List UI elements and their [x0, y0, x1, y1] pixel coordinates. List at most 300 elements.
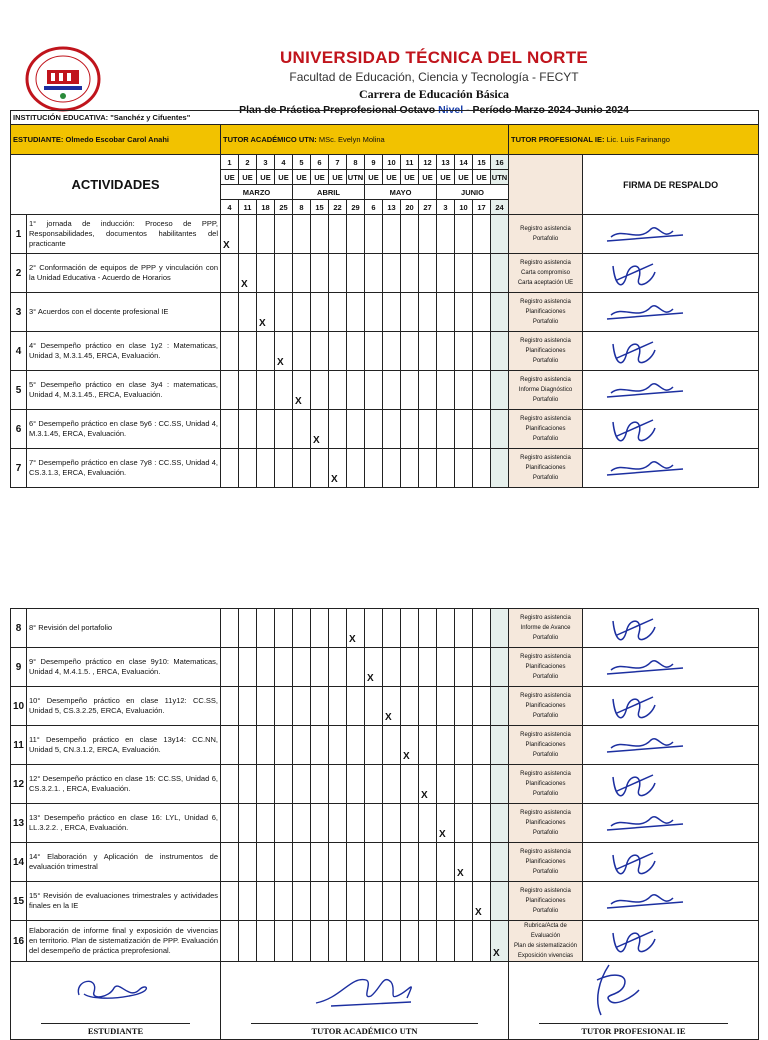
week-unit-cell: UE [455, 170, 473, 185]
week-mark-cell [311, 882, 329, 921]
week-mark-cell [275, 648, 293, 687]
firma-cell [583, 371, 759, 410]
signature-icon [603, 412, 693, 446]
tutor-utn-cell: TUTOR ACADÉMICO UTN: MSc. Evelyn Molina [221, 125, 509, 155]
week-mark-cell [401, 410, 419, 449]
activity-row [11, 449, 759, 488]
tutor-ie-signature-label: TUTOR PROFESIONAL IE [581, 1026, 686, 1036]
week-mark-cell [221, 648, 239, 687]
week-mark-cell [437, 765, 455, 804]
activity-description: 6° Desempeño práctico en clase 5y6 : CC.SS, Unidad 4, M.3.1.45, ERCA, Evaluación. [27, 410, 221, 449]
week-unit-cell: UE [221, 170, 239, 185]
week-mark-cell [365, 410, 383, 449]
month-cell: JUNIO [437, 185, 509, 200]
registro-cell [509, 410, 583, 449]
week-mark: X [223, 240, 230, 251]
signature-icon [603, 256, 693, 290]
week-mark-cell [491, 804, 509, 843]
week-mark-cell [275, 882, 293, 921]
week-mark-cell [383, 882, 401, 921]
week-mark-cell [491, 687, 509, 726]
week-mark-cell [491, 293, 509, 332]
activity-number: 10 [11, 687, 27, 726]
week-mark-cell [491, 410, 509, 449]
firma-cell [583, 726, 759, 765]
week-mark-cell [491, 843, 509, 882]
registro-line: Registro asistencia [520, 849, 571, 855]
week-mark-cell [221, 449, 239, 488]
week-mark-cell [455, 843, 473, 882]
tutor-ie-signature-cell [509, 962, 759, 1040]
activity-description: 10° Desempeño práctico en clase 11y12: CC.SS, Unidad 5, CS.3.2.25, ERCA, Evaluación. [27, 687, 221, 726]
week-mark-cell [437, 882, 455, 921]
week-mark-cell [455, 609, 473, 648]
week-mark-cell [293, 687, 311, 726]
week-mark-cell [239, 371, 257, 410]
week-mark-cell [365, 726, 383, 765]
week-mark-cell [437, 410, 455, 449]
week-mark-cell [239, 765, 257, 804]
firma-cell [583, 449, 759, 488]
week-mark: X [349, 634, 356, 645]
week-mark: X [457, 868, 464, 879]
week-mark-cell [293, 804, 311, 843]
registro-header-cell [509, 155, 583, 215]
week-mark-cell [257, 215, 275, 254]
week-mark-cell [437, 609, 455, 648]
registro-line: Portafolio [532, 869, 559, 875]
week-mark: X [367, 673, 374, 684]
week-mark-cell [419, 332, 437, 371]
activity-description: 15° Revisión de evaluaciones trimestrales y actividades finales en la IE [27, 882, 221, 921]
week-mark-cell [383, 293, 401, 332]
week-mark-cell [491, 609, 509, 648]
week-mark-cell [419, 449, 437, 488]
week-mark: X [241, 279, 248, 290]
firma-cell [583, 882, 759, 921]
week-mark-cell [383, 843, 401, 882]
activity-description: 1° jornada de inducción: Proceso de PPP, Responsabilidades, documentos habilitantes del practicante [27, 215, 221, 254]
activities-table-page-2 [10, 608, 759, 1040]
week-mark-cell [221, 293, 239, 332]
week-mark-cell [275, 254, 293, 293]
activity-row [11, 804, 759, 843]
week-mark-cell [293, 410, 311, 449]
week-mark-cell [275, 726, 293, 765]
week-mark-cell [311, 215, 329, 254]
week-mark-cell [419, 215, 437, 254]
registro-line: Portafolio [532, 475, 559, 481]
week-mark-cell [311, 726, 329, 765]
week-mark-cell [365, 765, 383, 804]
week-unit-cell: UE [293, 170, 311, 185]
registro-line: Portafolio [532, 358, 559, 364]
week-mark-cell [293, 609, 311, 648]
week-mark-cell [365, 648, 383, 687]
week-mark-cell [437, 726, 455, 765]
week-mark-cell [221, 410, 239, 449]
week-mark-cell [239, 804, 257, 843]
week-mark-cell [455, 254, 473, 293]
registro-line: Portafolio [532, 436, 559, 442]
week-unit-cell: UE [275, 170, 293, 185]
week-mark-cell [311, 609, 329, 648]
week-number-cell: 11 [401, 155, 419, 170]
registro-line: Carta compromiso [520, 270, 570, 276]
registro-line: Registro asistencia [520, 732, 571, 738]
registro-line: Informe Diagnóstico [518, 387, 573, 393]
week-mark-cell [275, 332, 293, 371]
signature-icon [603, 650, 693, 684]
week-mark-cell [401, 804, 419, 843]
week-unit-cell: UE [437, 170, 455, 185]
week-mark-cell [437, 215, 455, 254]
registro-cell [509, 843, 583, 882]
week-mark-cell [293, 293, 311, 332]
week-mark-cell [365, 371, 383, 410]
week-mark-cell [221, 687, 239, 726]
tutor-utn-signature-line [251, 1023, 478, 1024]
week-mark-cell [239, 215, 257, 254]
week-mark-cell [455, 371, 473, 410]
week-mark-cell [473, 254, 491, 293]
week-mark-cell [401, 687, 419, 726]
firma-cell [583, 843, 759, 882]
firma-cell [583, 648, 759, 687]
week-mark-cell [221, 609, 239, 648]
activity-number: 6 [11, 410, 27, 449]
tutor-ie-signature-line [539, 1023, 728, 1024]
week-mark-cell [401, 765, 419, 804]
signature-icon [603, 845, 693, 879]
activity-description: 14° Elaboración y Aplicación de instrumentos de evaluación trimestral [27, 843, 221, 882]
week-mark-cell [293, 765, 311, 804]
activity-row [11, 921, 759, 962]
registro-line: Registro asistencia [520, 299, 571, 305]
week-mark-cell [473, 726, 491, 765]
week-mark-cell [491, 215, 509, 254]
week-mark-cell [473, 882, 491, 921]
week-mark-cell [419, 648, 437, 687]
registro-line: Registro asistencia [520, 416, 571, 422]
week-mark: X [475, 907, 482, 918]
week-mark-cell [293, 332, 311, 371]
firma-cell [583, 215, 759, 254]
activity-number: 4 [11, 332, 27, 371]
week-mark-cell [401, 254, 419, 293]
week-mark-cell [311, 332, 329, 371]
activity-row [11, 687, 759, 726]
tutor-utn-signature-icon [311, 968, 421, 1012]
week-mark-cell [311, 687, 329, 726]
activity-number: 5 [11, 371, 27, 410]
week-mark-cell [275, 921, 293, 962]
week-mark-cell [275, 371, 293, 410]
signature-icon [603, 295, 693, 329]
week-unit-cell: UE [473, 170, 491, 185]
week-mark-cell [293, 648, 311, 687]
week-mark-cell [383, 410, 401, 449]
student-signature-icon [69, 970, 159, 1010]
activity-number: 9 [11, 648, 27, 687]
week-mark-cell [275, 765, 293, 804]
week-mark-cell [293, 254, 311, 293]
registro-line: Informe de Avance [520, 625, 571, 631]
week-mark-cell [257, 371, 275, 410]
registro-line: Portafolio [532, 674, 559, 680]
week-mark-cell [239, 687, 257, 726]
week-mark-cell [473, 765, 491, 804]
week-mark-cell [293, 449, 311, 488]
week-mark-cell [329, 609, 347, 648]
signature-icon [603, 728, 693, 762]
week-mark-cell [473, 332, 491, 371]
week-mark-cell [491, 371, 509, 410]
week-number-cell: 1 [221, 155, 239, 170]
week-mark-cell [311, 410, 329, 449]
week-mark-cell [293, 726, 311, 765]
week-mark-cell [347, 215, 365, 254]
week-mark-cell [347, 332, 365, 371]
activity-row [11, 843, 759, 882]
tutor-ie-signature-icon [579, 960, 649, 1020]
week-mark-cell [455, 293, 473, 332]
week-mark-cell [437, 293, 455, 332]
day-cell: 4 [221, 200, 239, 215]
week-mark-cell [311, 648, 329, 687]
week-mark-cell [257, 648, 275, 687]
week-mark-cell [311, 921, 329, 962]
week-mark-cell [347, 726, 365, 765]
week-mark-cell [419, 687, 437, 726]
activity-number: 16 [11, 921, 27, 962]
week-unit-cell: UTN [347, 170, 365, 185]
week-mark: X [277, 357, 284, 368]
registro-line: Exposición vivencias [517, 953, 574, 959]
week-mark: X [385, 712, 392, 723]
day-cell: 11 [239, 200, 257, 215]
week-mark-cell [473, 921, 491, 962]
week-mark-cell [239, 254, 257, 293]
activity-row [11, 215, 759, 254]
week-mark-cell [473, 687, 491, 726]
activity-number: 14 [11, 843, 27, 882]
faculty-name: Facultad de Educación, Ciencia y Tecnología - FECYT [289, 70, 579, 84]
registro-line: Portafolio [532, 713, 559, 719]
week-mark-cell [329, 293, 347, 332]
week-mark-cell [365, 332, 383, 371]
university-title: UNIVERSIDAD TÉCNICA DEL NORTE [279, 48, 589, 67]
registro-line: Registro asistencia [520, 377, 571, 383]
week-mark-cell [293, 215, 311, 254]
week-mark-cell [347, 804, 365, 843]
week-mark-cell [221, 765, 239, 804]
week-mark-cell [365, 804, 383, 843]
registro-line: Registro asistencia [520, 810, 571, 816]
week-mark-cell [401, 921, 419, 962]
week-number-cell: 7 [329, 155, 347, 170]
signature-icon [603, 806, 693, 840]
activity-row [11, 648, 759, 687]
week-number-cell: 16 [491, 155, 509, 170]
tutor-utn-signature-label: TUTOR ACADÉMICO UTN [311, 1026, 418, 1036]
week-mark-cell [329, 332, 347, 371]
week-number-cell: 15 [473, 155, 491, 170]
week-mark-cell [491, 254, 509, 293]
activity-description: 12° Desempeño práctico en clase 15: CC.SS, Unidad 6, CS.3.2.1. , ERCA, Evaluación. [27, 765, 221, 804]
activity-row [11, 609, 759, 648]
week-mark-cell [419, 843, 437, 882]
week-mark-cell [257, 410, 275, 449]
week-mark-cell [257, 609, 275, 648]
week-mark-cell [491, 765, 509, 804]
activity-description: 9° Desempeño práctico en clase 9y10: Matematicas, Unidad 4, M.4.1.5. , ERCA, Evaluación. [27, 648, 221, 687]
week-mark-cell [221, 843, 239, 882]
registro-line: Planificaciones [525, 742, 566, 748]
activity-description: 3° Acuerdos con el docente profesional IE [27, 293, 221, 332]
registro-cell [509, 921, 583, 962]
activity-description: 11° Desempeño práctico en clase 13y14: CC.NN, Unidad 5, CN.3.1.2, ERCA, Evaluación. [27, 726, 221, 765]
week-mark-cell [257, 332, 275, 371]
registro-cell [509, 687, 583, 726]
week-mark-cell [491, 882, 509, 921]
day-cell: 25 [275, 200, 293, 215]
week-mark-cell [347, 648, 365, 687]
day-cell: 15 [311, 200, 329, 215]
firma-cell [583, 410, 759, 449]
week-number-cell: 9 [365, 155, 383, 170]
week-mark-cell [347, 843, 365, 882]
week-mark-cell [311, 371, 329, 410]
week-mark-cell [455, 882, 473, 921]
signature-icon [603, 923, 693, 957]
activity-row [11, 726, 759, 765]
registro-line: Planificaciones [525, 309, 566, 315]
week-mark-cell [311, 254, 329, 293]
university-seal-logo [24, 46, 102, 112]
registro-cell [509, 449, 583, 488]
week-mark-cell [329, 449, 347, 488]
week-mark-cell [473, 410, 491, 449]
registro-line: Portafolio [532, 791, 559, 797]
registro-cell [509, 765, 583, 804]
day-cell: 6 [365, 200, 383, 215]
week-unit-cell: UE [365, 170, 383, 185]
week-mark-cell [239, 609, 257, 648]
week-mark-cell [491, 648, 509, 687]
activity-number: 8 [11, 609, 27, 648]
week-mark-cell [473, 648, 491, 687]
week-mark-cell [239, 726, 257, 765]
week-mark: X [259, 318, 266, 329]
week-mark-cell [455, 765, 473, 804]
registro-line: Portafolio [532, 908, 559, 914]
registro-cell [509, 254, 583, 293]
registro-line: Carta aceptación UE [517, 280, 574, 286]
plan-prefix: Plan de Práctica Preprofesional Octavo [239, 104, 436, 116]
activity-number: 15 [11, 882, 27, 921]
week-mark-cell [221, 254, 239, 293]
activity-number: 11 [11, 726, 27, 765]
week-mark-cell [257, 254, 275, 293]
week-mark-cell [347, 410, 365, 449]
week-mark-cell [383, 804, 401, 843]
week-mark-cell [275, 804, 293, 843]
week-mark-cell [473, 215, 491, 254]
week-mark-cell [257, 449, 275, 488]
registro-line: Planificaciones [525, 859, 566, 865]
week-mark-cell [257, 293, 275, 332]
firma-header: FIRMA DE RESPALDO [583, 155, 759, 215]
week-mark-cell [419, 609, 437, 648]
week-mark-cell [491, 449, 509, 488]
week-mark-cell [329, 254, 347, 293]
week-mark-cell [401, 726, 419, 765]
week-mark-cell [257, 726, 275, 765]
week-mark-cell [365, 254, 383, 293]
week-mark: X [493, 948, 500, 959]
week-mark-cell [257, 882, 275, 921]
week-mark-cell [473, 843, 491, 882]
week-mark-cell [329, 726, 347, 765]
registro-line: Registro asistencia [520, 226, 571, 232]
week-mark-cell [293, 882, 311, 921]
firma-cell [583, 254, 759, 293]
week-mark-cell [455, 921, 473, 962]
week-mark-cell [455, 215, 473, 254]
week-mark-cell [383, 371, 401, 410]
week-mark-cell [257, 843, 275, 882]
registro-line: Plan de sistematización [513, 943, 578, 949]
week-mark-cell [437, 449, 455, 488]
day-cell: 24 [491, 200, 509, 215]
week-mark-cell [221, 726, 239, 765]
week-mark-cell [365, 215, 383, 254]
week-mark-cell [221, 882, 239, 921]
week-mark: X [331, 474, 338, 485]
week-mark-cell [473, 293, 491, 332]
activity-number: 1 [11, 215, 27, 254]
week-number-cell: 14 [455, 155, 473, 170]
week-number-cell: 8 [347, 155, 365, 170]
week-mark-cell [311, 293, 329, 332]
week-mark-cell [329, 410, 347, 449]
week-mark-cell [419, 882, 437, 921]
activity-row [11, 410, 759, 449]
activity-number: 7 [11, 449, 27, 488]
tutor-ie-cell: TUTOR PROFESIONAL IE: Lic. Luis Farinango [509, 125, 759, 155]
week-mark: X [421, 790, 428, 801]
week-unit-cell: UE [239, 170, 257, 185]
week-mark-cell [491, 921, 509, 962]
firma-cell [583, 687, 759, 726]
day-cell: 20 [401, 200, 419, 215]
activity-row [11, 882, 759, 921]
week-unit-cell: UE [401, 170, 419, 185]
registro-cell [509, 293, 583, 332]
week-mark-cell [239, 648, 257, 687]
week-mark-cell [257, 765, 275, 804]
week-number-cell: 13 [437, 155, 455, 170]
week-mark-cell [347, 765, 365, 804]
firma-cell [583, 765, 759, 804]
week-mark-cell [419, 410, 437, 449]
day-cell: 8 [293, 200, 311, 215]
week-mark-cell [275, 609, 293, 648]
activity-number: 3 [11, 293, 27, 332]
week-mark-cell [437, 332, 455, 371]
student-signature-line [41, 1023, 190, 1024]
